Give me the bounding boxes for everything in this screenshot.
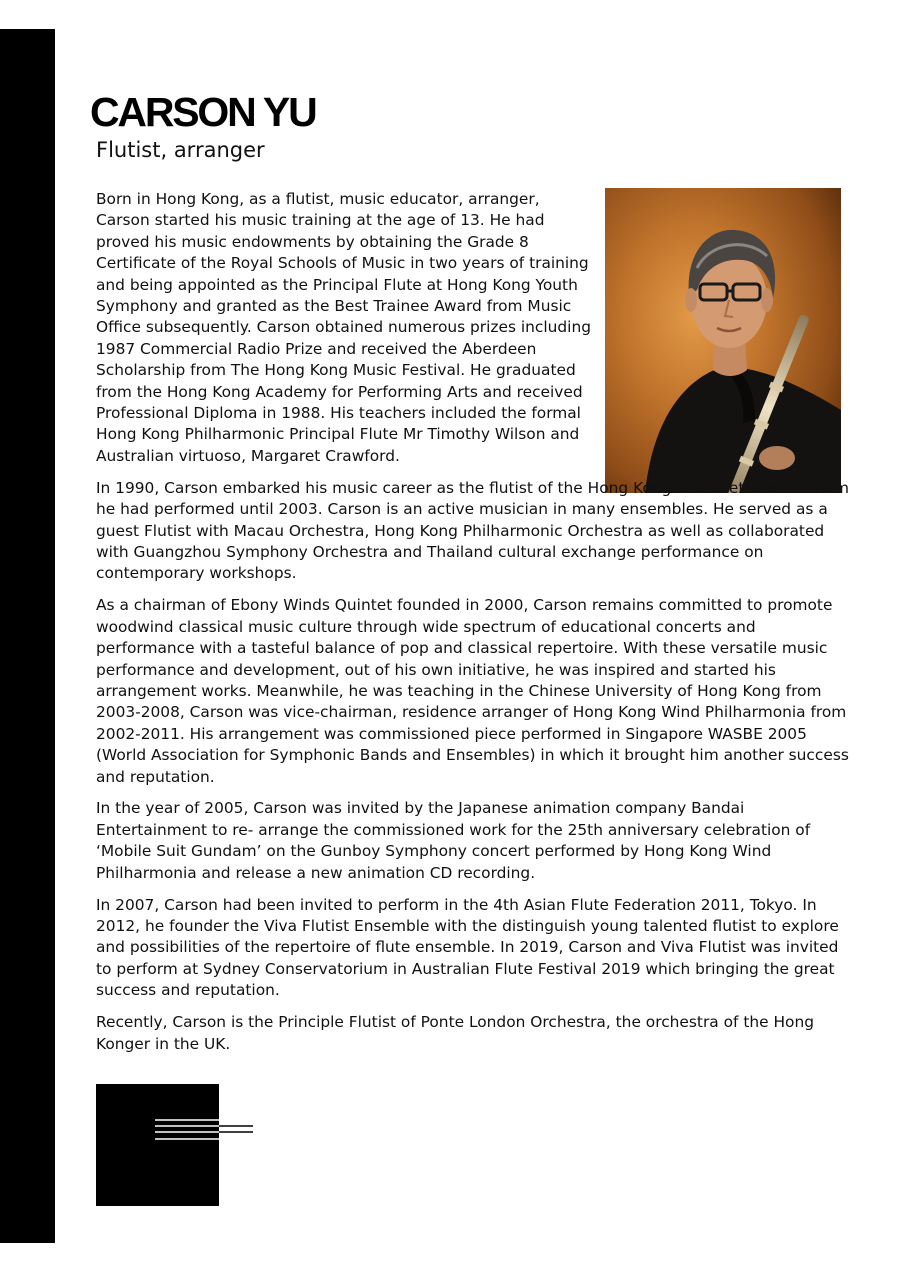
bio-paragraph: As a chairman of Ebony Winds Quintet founded in 2000, Carson remains committed to promote woodwind classical music culture through wide spectrum of educational concerts and performance with a tasteful balance of pop and classical repertoire. With these versatile music performance and development, out of his own initiative, he was inspired and started his arrangement works. Meanwhile, he was teaching in the Chinese University of Hong Kong from 2003-2008, Carson was vice-chairman, residence arranger of Hong Kong Wind Philharmonia from 2002-2011. His arrangement was commissioned piece performed in Singapore WASBE 2005 (World Association for Symphonic Bands and Ensembles) in which it brought him another success and reputation. [96, 596, 849, 786]
bio-paragraph: In the year of 2005, Carson was invited by the Japanese animation company Bandai Entertainment to re- arrange the commissioned work for the 25th anniversary celebration of ‘Mobile Suit Gundam’ on the Gunboy Symphony concert performed by Hong Kong Wind Philharmonia and release a new animation CD recording. [96, 799, 811, 882]
staff-lines-icon [155, 1118, 253, 1142]
subtitle-role: Flutist, arranger [96, 138, 265, 162]
bio-paragraph: In 1990, Carson embarked his music career as the flutist of the Hong Kong Sinfonietta with whom he had performed until 2003. Carson is an active musician in many ensembles. He served as a guest Flutist with Macau Orchestra, Hong Kong Philharmonic Orchestra as well as collaborated with Guangzhou Symphony Orchestra and Thailand cultural exchange performance on contemporary workshops. [96, 478, 850, 583]
bio-paragraph: Born in Hong Kong, as a flutist, music educator, arranger, Carson started his music training at the age of 13. He had proved his music endowments by obtaining the Grade 8 Certificate of the Royal Schools of Music in two years of training and being appointed as the Principal Flute at Hong Kong Youth Symphony and granted as the Best Trainee Award from Music Office subsequently. Carson obtained numerous prizes including 1987 Commercial Radio Prize and received the Aberdeen Scholarship from The Hong Kong Music Festival. He graduated from the Hong Kong Academy for Performing Arts and received Professional Diploma in 1988. His teachers included the formal Hong Kong Philharmonic Principal Flute Mr Timothy Wilson and Australian virtuoso, Margaret Crawford. [96, 190, 591, 465]
biography [96, 189, 851, 1065]
page-title: CARSON YU [90, 89, 316, 135]
left-accent-bar [0, 29, 55, 1243]
bio-paragraph: In 2007, Carson had been invited to perform in the 4th Asian Flute Federation 2011, Tokyo. In 2012, he founder the Viva Flutist Ensemble with the distinguish young talented flutist to explore and possibilities of the repertoire of flute ensemble. In 2019, Carson and Viva Flutist was invited to perform at Sydney Conservatorium in Australian Flute Festival 2019 which bringing the great success and reputation. [96, 895, 839, 1000]
bio-paragraph: Recently, Carson is the Principle Flutist of Ponte London Orchestra, the orchestra of the Hong Konger in the UK. [96, 1013, 814, 1053]
music-staff-logo-icon [96, 1084, 219, 1206]
